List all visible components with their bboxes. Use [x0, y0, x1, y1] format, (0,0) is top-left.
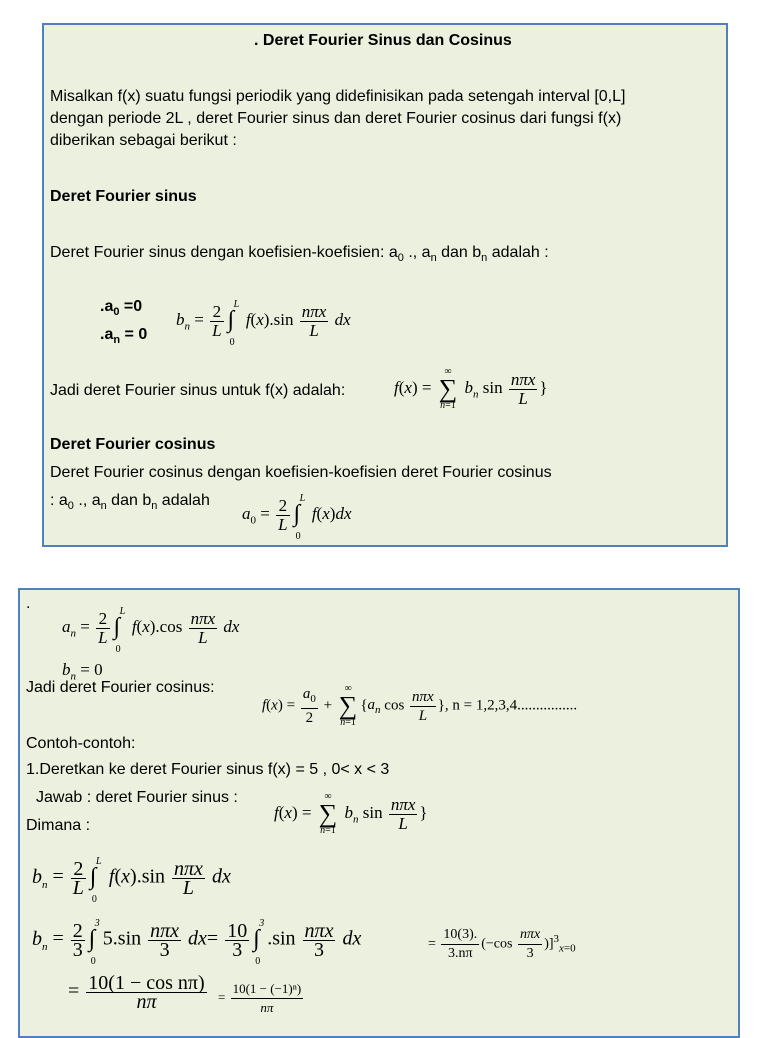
example-bn-result-alt: = $\frac{\text{10(1 − (−1)ⁿ)}}{n\pi}$ — [218, 981, 302, 1015]
examples-heading: Contoh-contoh: — [26, 735, 136, 752]
sine-a0: $.a_0 =0$ — [100, 298, 143, 319]
sine-bn-formula: $b_n$ = $\frac{2}{L}$ ∫ L 0 f(x).sin $\frac{\text{nπx}}{L}$ dx — [176, 299, 351, 348]
cos-coef-line2: : $a_0$ ., $a_n$ dan $b_n$ adalah — [50, 492, 210, 513]
cos-coef-line1: Deret Fourier cosinus dengan koefisien-koefisien deret Fourier cosinus — [50, 464, 552, 481]
intro-line-2: dengan periode 2L , deret Fourier sinus dan deret Fourier cosinus dari fungsi f(x) — [50, 110, 622, 127]
sine-cosine-panel — [42, 23, 728, 547]
example-bn-evaluated: = $\frac{10(3).}{3.n\pi}$ (−cos $\frac{\text{nπx}}{3}$ )]$^3_{x=0}$ — [428, 927, 576, 961]
cosine-examples-panel — [18, 588, 740, 1038]
intro-line-3: diberikan sebagai berikut : — [50, 132, 237, 149]
intro-line-1: Misalkan f(x) suatu fungsi periodik yang didefinisikan pada setengah interval [0,L] — [50, 88, 626, 105]
where-text: Dimana : — [26, 817, 91, 834]
sine-series-text: Jadi deret Fourier sinus untuk f(x) adalah: — [50, 382, 346, 399]
cos-bn-zero: $b_n = 0$ — [62, 660, 103, 683]
cos-series-formula: f(x) = $\frac{a_0}{2}$ + ∞ ∑ n=1 {$a_n$ cos $\frac{\text{nπx}}{L}$ }, n = 1,2,3,4................ — [262, 683, 578, 728]
example-series-formula: f(x) = ∞ ∑ n=1 $b_n$ sin $\frac{\text{nπx}}{L}$ } — [274, 791, 428, 836]
cos-heading: Deret Fourier cosinus — [50, 436, 216, 453]
cos-an-formula: $a_n$ = $\frac{2}{L}$ ∫ L 0 f(x).cos $\frac{\text{nπx}}{L}$ dx — [62, 606, 240, 655]
sine-series-formula: f(x) = ∞ ∑ n=1 $b_n$ sin $\frac{\text{nπx}}{L}$ } — [394, 366, 548, 411]
sine-heading: Deret Fourier sinus — [50, 188, 197, 205]
panel-dot: . — [26, 595, 31, 612]
example-1: 1.Deretkan ke deret Fourier sinus f(x) = 5 , 0< x < 3 — [26, 761, 390, 778]
panel-title: . Deret Fourier Sinus dan Cosinus — [254, 32, 512, 49]
example-bn-substituted: $b_n$ = $\frac{2}{3}$ ∫ 3 0 5.sin $\frac{\text{nπx}}{3}$ dx= $\frac{10}{3}$ ∫ 3 0 .sin $\frac{\text{nπx}}{3}$ dx — [32, 918, 362, 967]
example-bn-general: $b_n$ = $\frac{2}{L}$ ∫ L 0 f(x).sin $\frac{\text{nπx}}{L}$ dx — [32, 856, 231, 905]
sine-an: $.a_n = 0$ — [100, 326, 148, 347]
cos-series-text: Jadi deret Fourier cosinus: — [26, 679, 215, 696]
answer-text: Jawab : deret Fourier sinus : — [36, 789, 238, 806]
sine-coef-text: Deret Fourier sinus dengan koefisien-koefisien: $a_0$ ., $a_n$ dan $b_n$ adalah : — [50, 244, 549, 265]
example-bn-result: = $\frac{\text{10(1 − cos nπ)}}{n\pi}$ — [68, 972, 205, 1013]
cos-a0-formula: $a_0$ = $\frac{2}{L}$ ∫ L 0 f(x)dx — [242, 493, 352, 542]
